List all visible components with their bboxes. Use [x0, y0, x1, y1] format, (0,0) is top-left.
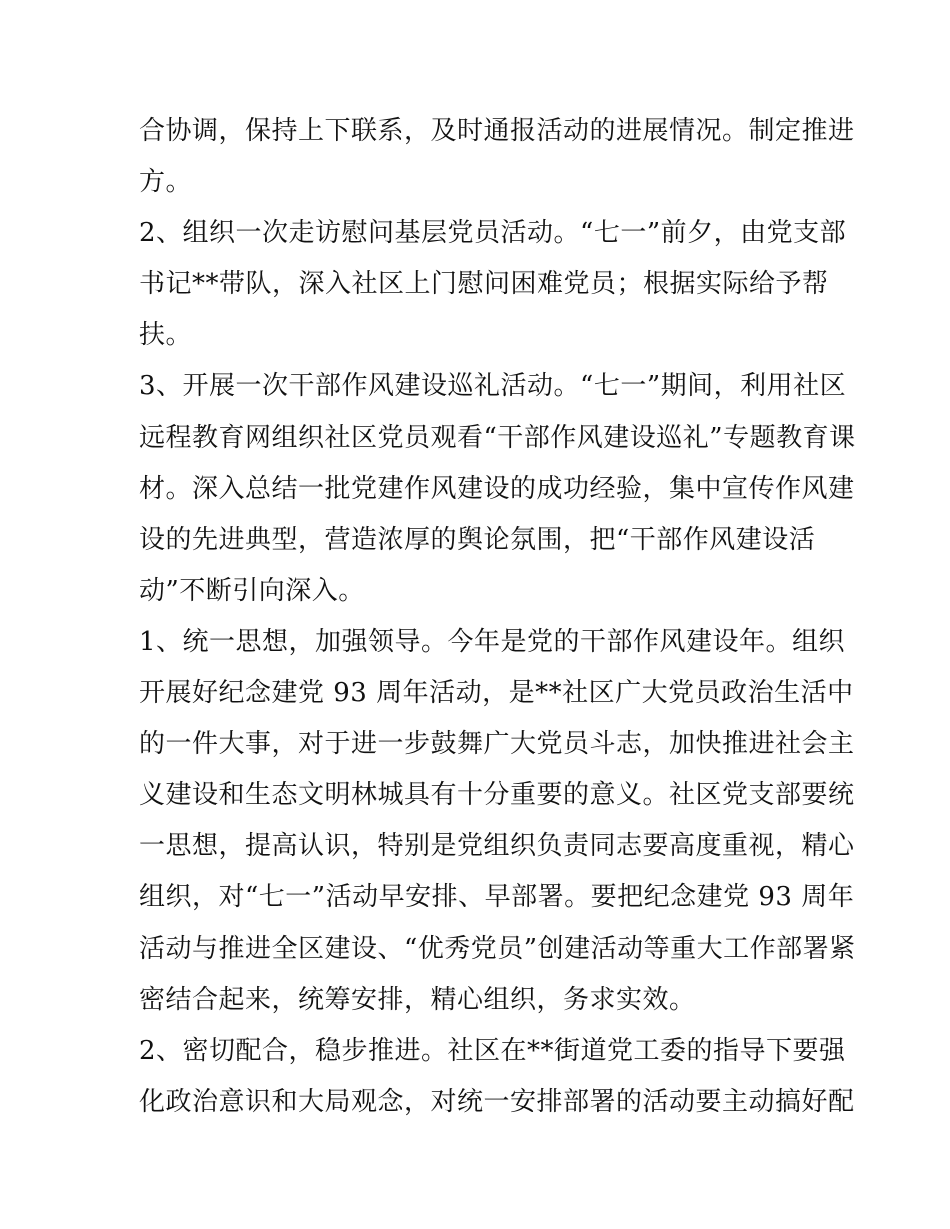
text-line: 方。: [139, 167, 193, 198]
text-line: 义建设和生态文明林城具有十分重要的意义。社区党支部要统: [139, 780, 855, 811]
text-line: 1、统一思想，加强领导。今年是党的干部作风建设年。组织: [139, 626, 846, 657]
text-line: 扶。: [139, 320, 193, 351]
text-line: 远程教育网组织社区党员观看“干部作风建设巡礼”专题教育课: [139, 422, 856, 453]
text-line: 动”不断引向深入。: [139, 575, 365, 606]
text-line: 材。深入总结一批党建作风建设的成功经验，集中宣传作风建: [139, 473, 855, 504]
text-line: 开展好纪念建党 93 周年活动，是**社区广大党员政治生活中: [139, 678, 854, 709]
text-line: 合协调，保持上下联系，及时通报活动的进展情况。制定推进: [139, 116, 855, 146]
text-line: 活动与推进全区建设、“优秀党员”创建活动等重大工作部署紧: [139, 933, 856, 964]
text-line: 2、密切配合，稳步推进。社区在**街道党工委的指导下要强: [139, 1035, 846, 1066]
text-line: 2、组织一次走访慰问基层党员活动。“七一”前夕，由党支部: [139, 218, 847, 249]
text-line: 组织，对“七一”活动早安排、早部署。要把纪念建党 93 周年: [139, 882, 855, 913]
text-line: 3、开展一次干部作风建设巡礼活动。“七一”期间，利用社区: [139, 371, 847, 402]
text-line: 设的先进典型，营造浓厚的舆论氛围，把“干部作风建设活: [139, 524, 816, 555]
document-body: [139, 106, 856, 1128]
text-line: 书记**带队，深入社区上门慰问困难党员；根据实际给予帮: [139, 269, 829, 300]
text-line: 密结合起来，统筹安排，精心组织，务求实效。: [139, 984, 696, 1015]
text-line: 一思想，提高认识，特别是党组织负责同志要高度重视，精心: [139, 831, 855, 862]
text-line: 的一件大事，对于进一步鼓舞广大党员斗志，加快推进社会主: [139, 729, 855, 760]
text-line: 化政治意识和大局观念，对统一安排部署的活动要主动搞好配: [139, 1086, 855, 1117]
